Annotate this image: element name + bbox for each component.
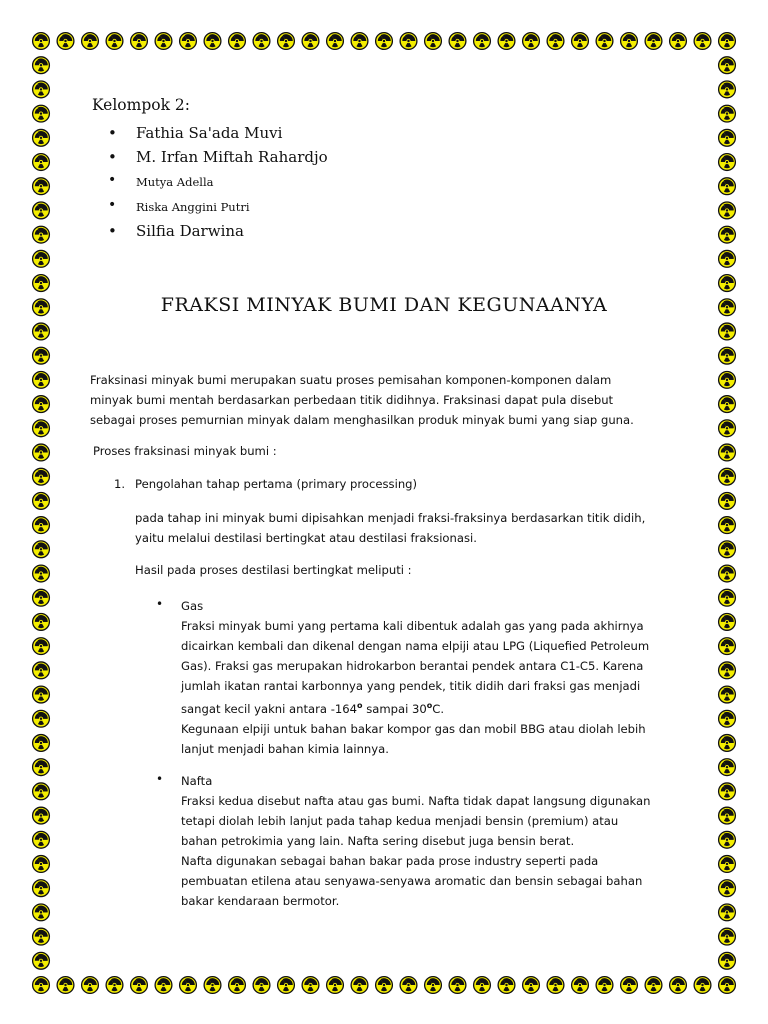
- nafta-line: tetapi diolah lebih lanjut pada tahap kedua menjadi bensin (premium) atau: [181, 814, 619, 828]
- gas-line: dicairkan kembali dan dikenal dengan nama elpiji atau LPG (Liquefied Petroleum: [181, 639, 650, 653]
- temp-text: sangat kecil yakni antara -164: [181, 701, 358, 716]
- member-item: • Silfia Darwina: [108, 224, 328, 248]
- radiation-icon: [33, 347, 50, 364]
- radiation-icon: [33, 565, 50, 582]
- radiation-icon: [33, 831, 50, 848]
- radiation-icon: [33, 250, 50, 267]
- radiation-icon: [719, 904, 736, 921]
- radiation-icon: [719, 614, 736, 631]
- step-description: [135, 508, 695, 548]
- radiation-icon: [670, 977, 687, 994]
- radiation-icon: [719, 977, 736, 994]
- gas-heading: Gas: [181, 599, 204, 613]
- radiation-icon: [400, 977, 417, 994]
- radiation-icon: [229, 977, 246, 994]
- radiation-icon: [719, 638, 736, 655]
- radiation-icon: [425, 33, 442, 50]
- radiation-icon: [327, 33, 344, 50]
- radiation-icon: [33, 33, 50, 50]
- radiation-icon: [253, 977, 270, 994]
- radiation-icon: [33, 420, 50, 437]
- radiation-icon: [302, 33, 319, 50]
- radiation-icon: [106, 33, 123, 50]
- radiation-icon: [719, 323, 736, 340]
- radiation-icon: [33, 371, 50, 388]
- radiation-icon: [449, 977, 466, 994]
- radiation-icon: [547, 977, 564, 994]
- radiation-icon: [719, 129, 736, 146]
- radiation-icon: [719, 952, 736, 969]
- radiation-icon: [719, 492, 736, 509]
- nafta-line: pembuatan etilena atau senyawa-senyawa aromatic dan bensin sebagai bahan: [181, 874, 643, 888]
- radiation-icon: [719, 565, 736, 582]
- radiation-icon: [645, 33, 662, 50]
- nafta-section: [181, 771, 691, 911]
- radiation-icon: [33, 154, 50, 171]
- hasil-heading: Hasil pada proses destilasi bertingkat meliputi :: [135, 563, 412, 577]
- radiation-icon: [719, 178, 736, 195]
- radiation-icon: [33, 57, 50, 74]
- radiation-icon: [425, 977, 442, 994]
- nafta-line: bakar kendaraan bermotor.: [181, 894, 340, 908]
- radiation-icon: [33, 856, 50, 873]
- nafta-line: bahan petrokimia yang lain. Nafta sering disebut juga bensin berat.: [181, 834, 575, 848]
- radiation-icon: [33, 541, 50, 558]
- radiation-icon: [278, 33, 295, 50]
- intro-line: Fraksinasi minyak bumi merupakan suatu proses pemisahan komponen-komponen dalam: [90, 373, 612, 387]
- gas-line: jumlah ikatan rantai karbonnya yang pendek, titik didih dari fraksi gas menjadi: [181, 679, 641, 693]
- radiation-icon: [33, 226, 50, 243]
- radiation-icon: [155, 977, 172, 994]
- radiation-icon: [33, 396, 50, 413]
- radiation-icon: [474, 33, 491, 50]
- radiation-icon: [719, 686, 736, 703]
- radiation-icon: [33, 928, 50, 945]
- temp-text: C.: [432, 701, 445, 716]
- radiation-icon: [33, 952, 50, 969]
- radiation-icon: [719, 468, 736, 485]
- radiation-icon: [33, 904, 50, 921]
- radiation-icon: [33, 81, 50, 98]
- radiation-icon: [155, 33, 172, 50]
- radiation-icon: [719, 759, 736, 776]
- bullet-dot: •: [156, 597, 164, 611]
- gas-section: [181, 596, 691, 759]
- degree-mark: o: [426, 701, 433, 710]
- radiation-icon: [694, 977, 711, 994]
- radiation-icon: [33, 492, 50, 509]
- radiation-icon: [33, 783, 50, 800]
- gas-use-line: Kegunaan elpiji untuk bahan bakar kompor gas dan mobil BBG atau diolah lebih: [181, 721, 646, 736]
- radiation-icon: [131, 977, 148, 994]
- step-desc-line: yaitu melalui destilasi bertingkat atau destilasi fraksionasi.: [135, 531, 477, 545]
- radiation-icon: [719, 226, 736, 243]
- radiation-icon: [180, 33, 197, 50]
- radiation-icon: [719, 589, 736, 606]
- temp-text: sampai 30: [362, 701, 427, 716]
- radiation-icon: [719, 831, 736, 848]
- radiation-icon: [719, 57, 736, 74]
- radiation-icon: [33, 129, 50, 146]
- radiation-icon: [572, 33, 589, 50]
- radiation-icon: [204, 977, 221, 994]
- step-number: 1.: [114, 477, 126, 491]
- radiation-icon: [57, 33, 74, 50]
- radiation-icon: [719, 928, 736, 945]
- radiation-icon: [351, 33, 368, 50]
- step-title: Pengolahan tahap pertama (primary processing): [135, 477, 418, 491]
- radiation-icon: [719, 662, 736, 679]
- intro-line: sebagai proses pemurnian minyak dalam menghasilkan produk minyak bumi yang siap guna.: [90, 413, 634, 427]
- radiation-icon: [719, 856, 736, 873]
- radiation-icon: [33, 686, 50, 703]
- radiation-icon: [449, 33, 466, 50]
- radiation-icon: [229, 33, 246, 50]
- radiation-icon: [33, 735, 50, 752]
- radiation-icon: [33, 468, 50, 485]
- radiation-icon: [645, 977, 662, 994]
- member-item: • Fathia Sa'ada Muvi: [108, 126, 328, 150]
- radiation-icon: [33, 202, 50, 219]
- radiation-icon: [719, 371, 736, 388]
- radiation-icon: [719, 735, 736, 752]
- radiation-icon: [302, 977, 319, 994]
- radiation-icon: [33, 710, 50, 727]
- radiation-icon: [33, 880, 50, 897]
- bullet-dot: •: [156, 772, 164, 786]
- radiation-icon: [719, 33, 736, 50]
- radiation-icon: [719, 783, 736, 800]
- radiation-icon: [57, 977, 74, 994]
- radiation-icon: [719, 420, 736, 437]
- degree-mark: o: [357, 701, 363, 710]
- radiation-icon: [33, 614, 50, 631]
- radiation-icon: [327, 977, 344, 994]
- radiation-icon: [621, 33, 638, 50]
- radiation-icon: [498, 977, 515, 994]
- nafta-heading: Nafta: [181, 774, 213, 788]
- radiation-icon: [33, 807, 50, 824]
- radiation-icon: [278, 977, 295, 994]
- gas-use-line: lanjut menjadi bahan kimia lainnya.: [181, 741, 389, 756]
- radiation-icon: [82, 33, 99, 50]
- radiation-icon: [33, 444, 50, 461]
- member-item: • M. Irfan Miftah Rahardjo: [108, 150, 328, 174]
- radiation-icon: [253, 33, 270, 50]
- intro-paragraph: [90, 370, 690, 430]
- proses-heading: Proses fraksinasi minyak bumi :: [93, 444, 277, 458]
- member-item: • Riska Anggini Putri: [108, 199, 328, 224]
- radiation-icon: [33, 977, 50, 994]
- member-list: [108, 126, 328, 248]
- radiation-icon: [572, 977, 589, 994]
- radiation-icon: [523, 977, 540, 994]
- nafta-line: Nafta digunakan sebagai bahan bakar pada prose industry seperti pada: [181, 854, 599, 868]
- radiation-icon: [547, 33, 564, 50]
- radiation-icon: [719, 81, 736, 98]
- radiation-icon: [596, 977, 613, 994]
- radiation-icon: [33, 759, 50, 776]
- radiation-icon: [351, 977, 368, 994]
- radiation-icon: [474, 977, 491, 994]
- radiation-icon: [33, 589, 50, 606]
- radiation-icon: [719, 202, 736, 219]
- radiation-icon: [719, 517, 736, 534]
- radiation-icon: [33, 105, 50, 122]
- nafta-line: Fraksi kedua disebut nafta atau gas bumi. Nafta tidak dapat langsung digunakan: [181, 794, 651, 808]
- group-label: Kelompok 2:: [92, 96, 190, 114]
- intro-line: minyak bumi mentah berdasarkan perbedaan titik didihnya. Fraksinasi dapat pula disebut: [90, 393, 614, 407]
- radiation-icon: [719, 444, 736, 461]
- radiation-icon: [719, 396, 736, 413]
- document-title: FRAKSI MINYAK BUMI DAN KEGUNAANYA: [160, 294, 608, 316]
- radiation-icon: [719, 541, 736, 558]
- radiation-icon: [621, 977, 638, 994]
- radiation-icon: [400, 33, 417, 50]
- radiation-icon: [719, 347, 736, 364]
- radiation-icon: [670, 33, 687, 50]
- radiation-icon: [33, 638, 50, 655]
- radiation-icon: [33, 517, 50, 534]
- radiation-icon: [33, 323, 50, 340]
- radiation-icon: [719, 807, 736, 824]
- gas-temperature-line: [181, 696, 691, 719]
- radiation-icon: [694, 33, 711, 50]
- step-desc-line: pada tahap ini minyak bumi dipisahkan menjadi fraksi-fraksinya berdasarkan titik didih,: [135, 511, 646, 525]
- radiation-icon: [180, 977, 197, 994]
- gas-line: Fraksi minyak bumi yang pertama kali dibentuk adalah gas yang pada akhirnya: [181, 619, 644, 633]
- radiation-icon: [719, 105, 736, 122]
- radiation-icon: [523, 33, 540, 50]
- radiation-icon: [719, 880, 736, 897]
- radiation-icon: [33, 662, 50, 679]
- radiation-icon: [498, 33, 515, 50]
- radiation-icon: [719, 154, 736, 171]
- radiation-icon: [376, 33, 393, 50]
- radiation-icon: [33, 275, 50, 292]
- radiation-icon: [376, 977, 393, 994]
- radiation-icon: [106, 977, 123, 994]
- radiation-icon: [719, 710, 736, 727]
- radiation-icon: [82, 977, 99, 994]
- radiation-icon: [596, 33, 613, 50]
- radiation-icon: [131, 33, 148, 50]
- member-item: • Mutya Adella: [108, 174, 328, 199]
- gas-line: Gas). Fraksi gas merupakan hidrokarbon berantai pendek antara C1-C5. Karena: [181, 659, 644, 673]
- radiation-icon: [719, 250, 736, 267]
- radiation-icon: [719, 275, 736, 292]
- radiation-icon: [204, 33, 221, 50]
- radiation-icon: [33, 178, 50, 195]
